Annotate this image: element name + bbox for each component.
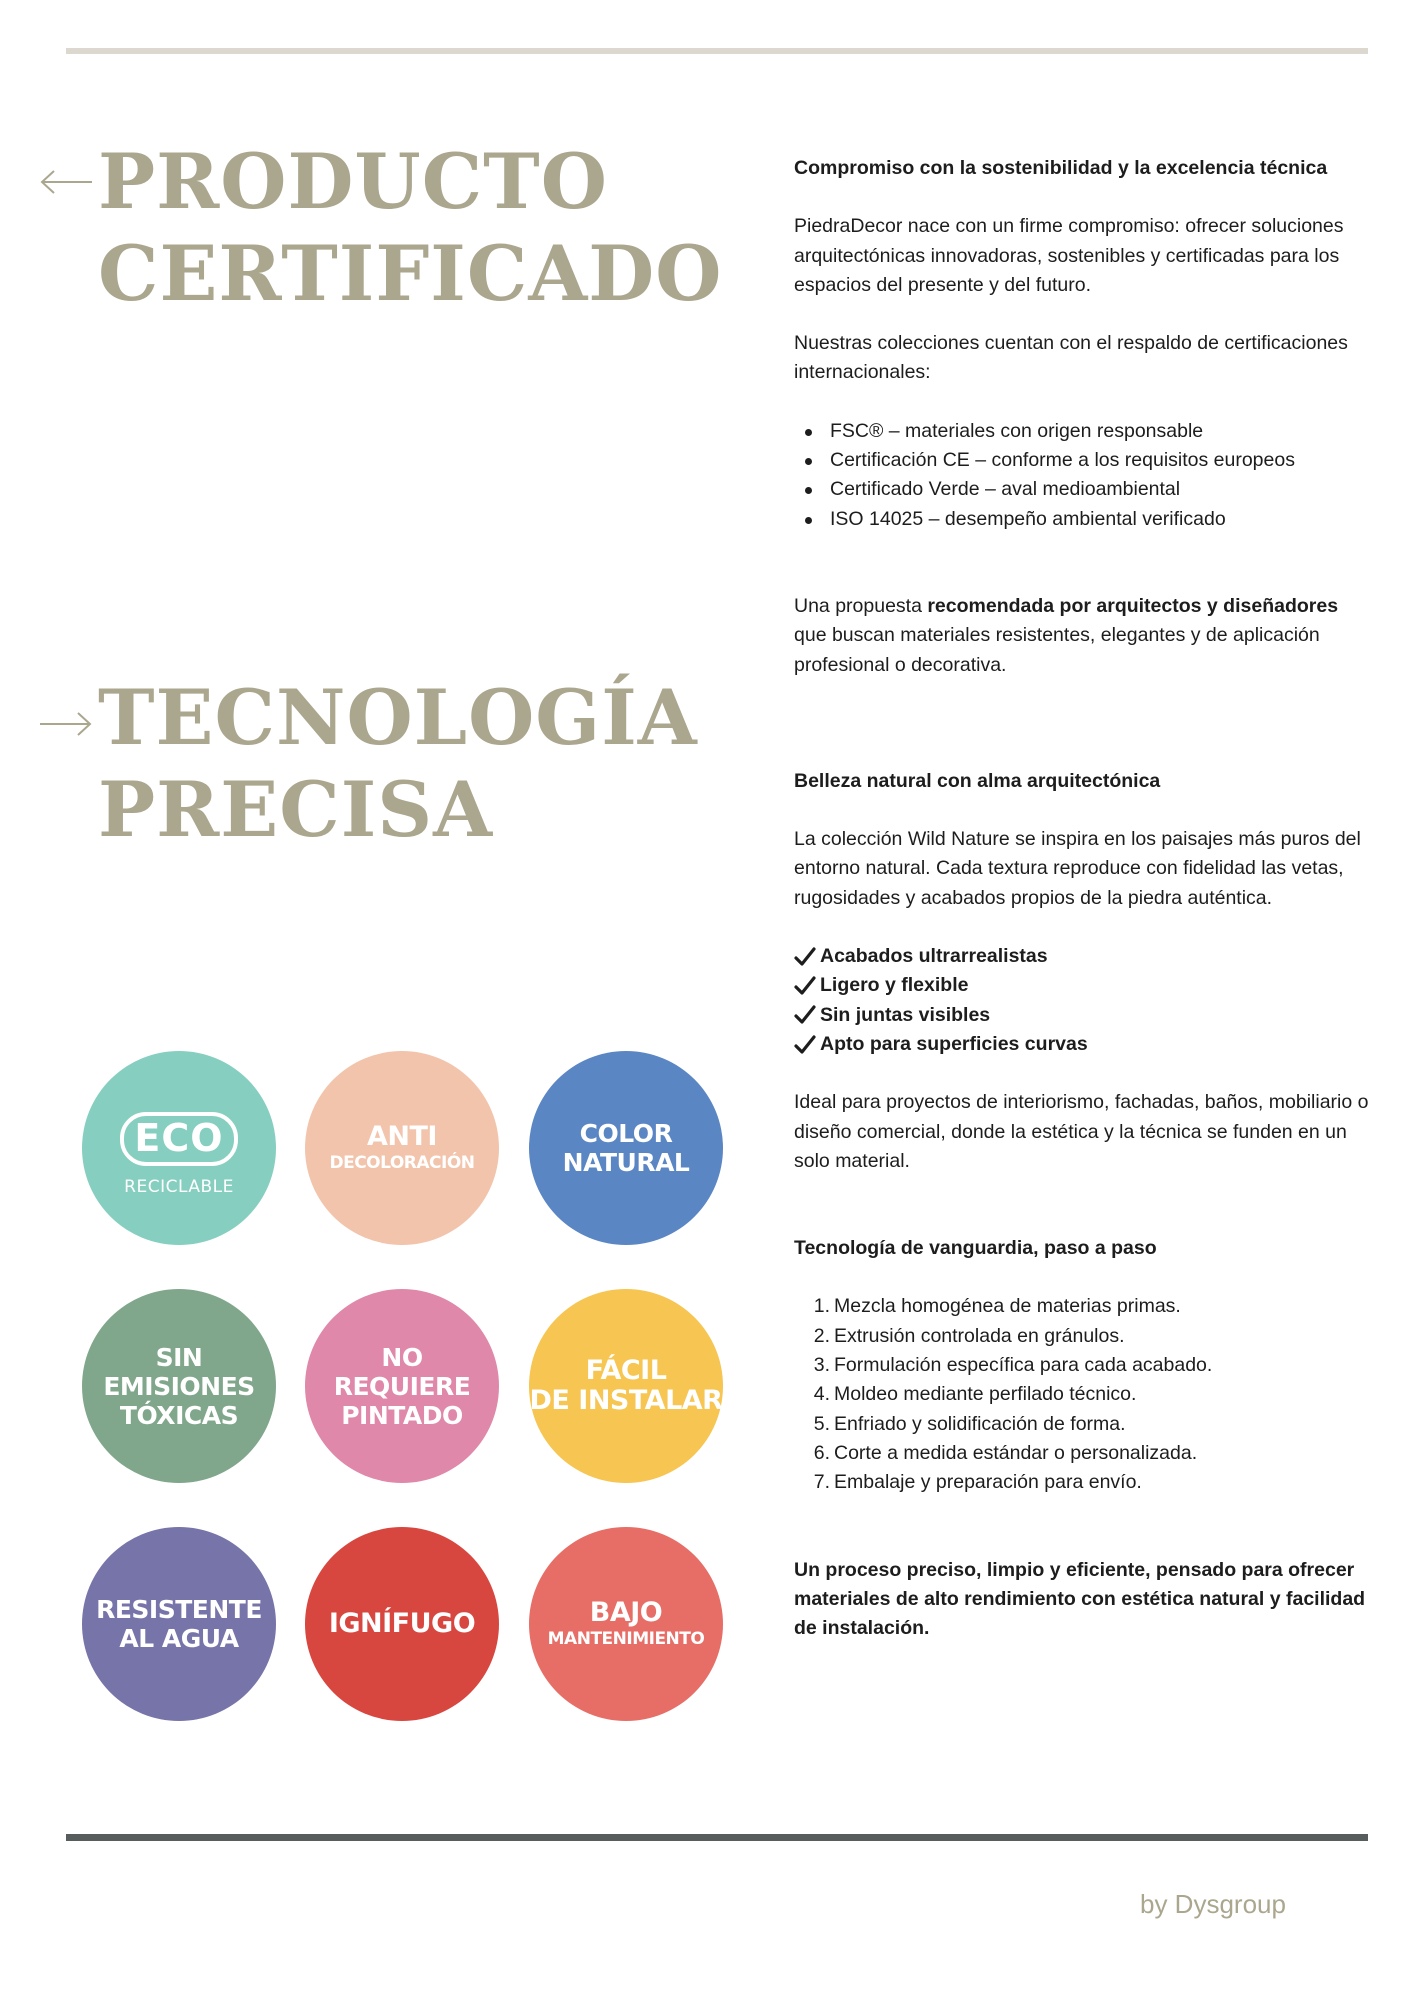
badge-anti-decoloracion	[305, 1051, 499, 1245]
badge-line: ANTI	[367, 1121, 437, 1152]
list-item	[794, 942, 1372, 971]
paragraph-intro: PiedraDecor nace con un firme compromiso: ofrecer soluciones arquitectónicas innovadoras, sostenibles y certificadas para los espacios del presente y del futuro.	[794, 215, 1344, 296]
process-steps-list	[794, 1292, 1372, 1497]
step-text: Extrusión controlada en gránulos.	[834, 1324, 1125, 1347]
badge-line: BAJO	[589, 1597, 663, 1628]
list-item: Certificado Verde – aval medioambiental	[830, 475, 1372, 504]
section-title-belleza: Belleza natural con alma arquitectónica	[794, 769, 1161, 792]
eco-label: ECO	[120, 1112, 238, 1166]
text-emphasis: recomendada por arquitectos y diseñadores	[927, 594, 1339, 617]
heading-producto-certificado	[98, 136, 722, 320]
footer-signature: by Dysgroup	[1140, 1889, 1286, 1919]
badge-line: SIN	[155, 1342, 203, 1372]
list-item: Certificación CE – conforme a los requisitos europeos	[830, 446, 1372, 475]
badge-line: REQUIERE	[333, 1371, 471, 1401]
heading-line: TECNOLOGÍA	[98, 673, 698, 762]
badge-no-requiere-pintado	[305, 1289, 499, 1483]
feature-label: Acabados ultrarrealistas	[820, 945, 1048, 968]
step-text: Embalaje y preparación para envío.	[834, 1471, 1142, 1494]
arrow-left-icon	[38, 168, 94, 196]
heading-line: CERTIFICADO	[98, 229, 723, 318]
list-item	[794, 971, 1372, 1000]
step-text: Moldeo mediante perfilado técnico.	[834, 1383, 1137, 1406]
section-title-proceso: Tecnología de vanguardia, paso a paso	[794, 1237, 1157, 1260]
paragraph-recommendation	[794, 592, 1372, 680]
badge-color-natural	[529, 1051, 723, 1245]
badge-subtitle: RECICLABLE	[124, 1177, 234, 1197]
list-item	[812, 1322, 1372, 1351]
badge-line: NATURAL	[562, 1148, 690, 1177]
step-number: 3.	[813, 1354, 830, 1377]
certifications-list	[794, 417, 1372, 534]
heading-line: PRODUCTO	[98, 137, 608, 226]
paragraph-ideal: Ideal para proyectos de interiorismo, fachadas, baños, mobiliario o diseño comercial, donde la estética y la técnica se funden en un solo material.	[794, 1091, 1369, 1172]
step-text: Corte a medida estándar o personalizada.	[834, 1441, 1198, 1464]
list-item	[812, 1410, 1372, 1439]
step-number: 5.	[813, 1412, 830, 1435]
badge-bajo-mantenimiento	[529, 1527, 723, 1721]
list-item	[812, 1468, 1372, 1497]
badge-line: COLOR	[579, 1119, 673, 1148]
checkmark-icon	[794, 975, 816, 997]
step-text: Enfriado y solidificación de forma.	[834, 1412, 1126, 1435]
paragraph-certs-intro: Nuestras colecciones cuentan con el respaldo de certificaciones internacionales:	[794, 332, 1348, 384]
badge-resistente-al-agua	[82, 1527, 276, 1721]
badge-ignifugo	[305, 1527, 499, 1721]
badge-line: NO	[381, 1342, 423, 1372]
badge-line: IGNÍFUGO	[328, 1608, 476, 1639]
step-number: 1.	[813, 1295, 830, 1318]
checkmark-icon	[794, 946, 816, 968]
list-item: ISO 14025 – desempeño ambiental verificado	[830, 505, 1372, 534]
features-list	[794, 942, 1372, 1059]
paragraph-wild-nature: La colección Wild Nature se inspira en los paisajes más puros del entorno natural. Cada textura reproduce con fidelidad las vetas, rugosidades y acabados propios de la piedra auténtica.	[794, 828, 1361, 909]
bottom-divider	[66, 1834, 1368, 1841]
text-fragment: Una propuesta	[794, 594, 928, 617]
badge-eco-reciclable	[82, 1051, 276, 1245]
list-item	[812, 1292, 1372, 1321]
heading-line: PRECISA	[98, 765, 494, 854]
text-fragment: que buscan materiales resistentes, elegantes y de aplicación profesional o decorativa.	[794, 624, 1320, 676]
checkmark-icon	[794, 1034, 816, 1056]
badge-line: DE INSTALAR	[529, 1385, 723, 1416]
badge-line: AL AGUA	[119, 1624, 239, 1653]
feature-label: Sin juntas visibles	[820, 1003, 991, 1026]
badge-line: MANTENIMIENTO	[547, 1629, 705, 1649]
list-item	[794, 1030, 1372, 1059]
text-column	[794, 154, 1372, 1643]
list-item	[812, 1439, 1372, 1468]
badge-line: EMISIONES	[103, 1371, 255, 1401]
badge-line: PINTADO	[341, 1400, 463, 1430]
step-text: Mezcla homogénea de materias primas.	[834, 1295, 1181, 1318]
feature-label: Ligero y flexible	[820, 974, 969, 997]
badge-line: FÁCIL	[585, 1355, 667, 1386]
top-divider	[66, 48, 1368, 54]
step-number: 4.	[813, 1383, 830, 1406]
list-item	[812, 1351, 1372, 1380]
badge-line: DECOLORACIÓN	[329, 1153, 475, 1173]
step-text: Formulación específica para cada acabado.	[834, 1354, 1213, 1377]
badge-facil-de-instalar	[529, 1289, 723, 1483]
step-number: 7.	[813, 1471, 830, 1494]
step-number: 6.	[813, 1441, 830, 1464]
section-title-sostenibilidad: Compromiso con la sostenibilidad y la excelencia técnica	[794, 157, 1328, 179]
list-item	[812, 1380, 1372, 1409]
list-item	[794, 1001, 1372, 1030]
arrow-right-icon	[38, 710, 94, 738]
badge-line: TÓXICAS	[119, 1400, 239, 1430]
badge-line: RESISTENTE	[96, 1595, 262, 1624]
badge-sin-emisiones	[82, 1289, 276, 1483]
feature-label: Apto para superficies curvas	[820, 1032, 1088, 1055]
checkmark-icon	[794, 1004, 816, 1026]
step-number: 2.	[813, 1324, 830, 1347]
paragraph-process-closing: Un proceso preciso, limpio y eficiente, pensado para ofrecer materiales de alto rendimiento con estética natural y facilidad de instalación.	[794, 1558, 1366, 1640]
heading-tecnologia-precisa	[98, 672, 698, 856]
list-item: FSC® – materiales con origen responsable	[830, 417, 1372, 446]
